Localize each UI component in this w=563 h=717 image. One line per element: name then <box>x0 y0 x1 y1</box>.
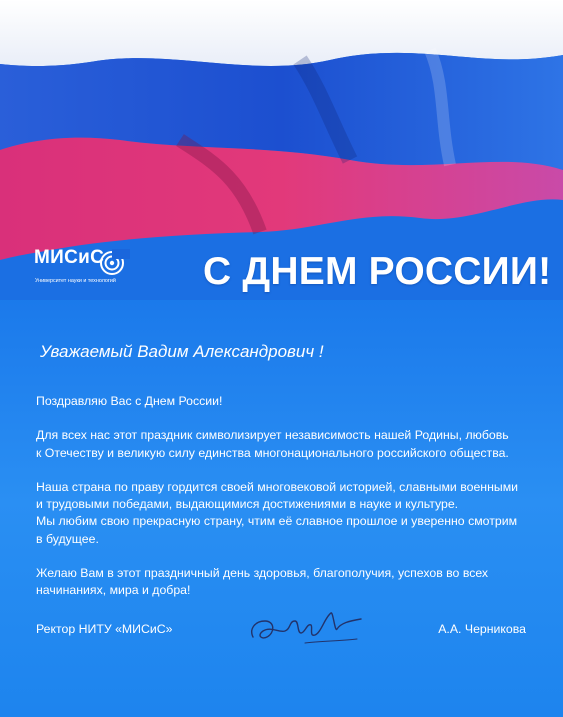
logo-tagline: Университет науки и технологий <box>35 278 116 284</box>
paragraph <box>36 479 546 548</box>
rector-title: Ректор НИТУ «МИСиС» <box>36 622 173 636</box>
paragraph <box>36 393 546 410</box>
letter-footer <box>36 622 526 652</box>
paragraph-line: Поздравляю Вас с Днем России! <box>36 394 223 408</box>
rector-name: А.А. Черникова <box>438 622 526 636</box>
paragraph-line: Мы любим свою прекрасную страну, чтим её славное прошлое и уверенно смотрим <box>36 514 518 529</box>
paragraph-line: в будущее. <box>36 531 99 546</box>
misis-logo-icon <box>100 247 130 277</box>
page-title: С ДНЕМ РОССИИ! <box>203 250 552 293</box>
paragraph-line: Наша страна по праву гордится своей многовековой историей, славными военными <box>36 479 519 494</box>
paragraph-line: Для всех нас этот праздник символизирует независимость нашей Родины, любовь <box>36 428 509 443</box>
paragraph-line: начинаниях, мира и добра! <box>36 583 191 598</box>
paragraph-line: Желаю Вам в этот праздничный день здоровья, благополучия, успехов во всех <box>36 566 489 581</box>
letter-body <box>36 393 546 617</box>
paragraph-line: и трудовыми победами, выдающимися достижениями в науке и культуре. <box>36 497 459 512</box>
logo-wordmark: МИСиС <box>34 247 105 268</box>
paragraph-line: к Отечеству и великую силу единства многонационального российского общества. <box>36 445 509 460</box>
paragraph <box>36 565 546 600</box>
greeting-line: Уважаемый Вадим Александрович ! <box>40 342 324 361</box>
paragraph <box>36 427 546 462</box>
misis-logo <box>34 247 144 291</box>
